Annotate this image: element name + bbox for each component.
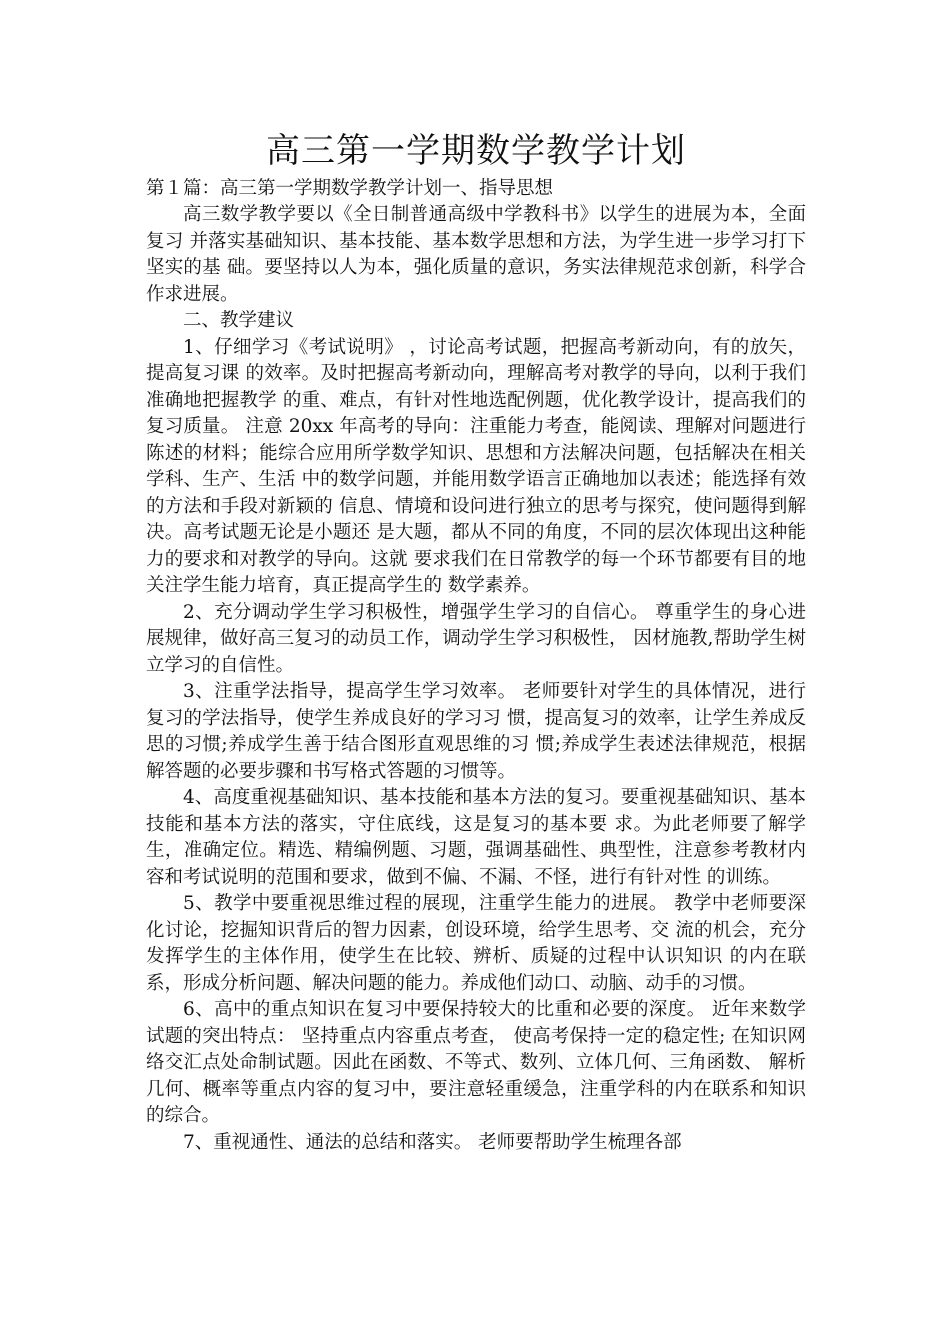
paragraph-guiding-thought: 高三数学教学要以《全日制普通高级中学教科书》以学生的进展为本，全面复习 并落实基础知识、基本技能、基本数学思想和方法，为学生进一步学习打下坚实的基 础。要坚持以人为本，强化质量的意识，务实法律规范求创新，科学合作求进展。 — [146, 204, 806, 305]
paragraph-item-3: 3、注重学法指导，提高学生学习效率。 老师要针对学生的具体情况，进行复习的学法指导，使学生养成良好的学习习 惯，提高复习的效率，让学生养成反思的习惯;养成学生善于结合图形直观思维的习 惯;养成学生表述法律规范，根据解答题的必要步骤和书写格式答题的习惯等。 — [146, 681, 806, 782]
paragraph-item-7: 7、重视通性、通法的总结和落实。 老师要帮助学生梳理各部 — [183, 1131, 682, 1153]
paragraph-item-6: 6、高中的重点知识在复习中要保持较大的比重和必要的深度。 近年来数学试题的突出特点： 坚持重点内容重点考查， 使高考保持一定的稳定性; 在知识网络交汇点处命制试题。因此在函数、不等式、数列、立体几何、三角函数、 解析几何、概率等重点内容的复习中，要注意轻重缓急，注重学科的内在联系和知识 的综合。 — [146, 999, 806, 1126]
paragraph-item-4: 4、高度重视基础知识、基本技能和基本方法的复习。要重视基础知识、基本技能和基本方法的落实，守住底线，这是复习的基本要 求。为此老师要了解学生，准确定位。精选、精编例题、习题，强调基础性、典型性，注意参考教材内容和考试说明的范围和要求，做到不偏、不漏、不怪，进行有针对性 的训练。 — [146, 787, 806, 888]
document-subtitle: 第１篇：高三第一学期数学教学计划一、指导思想 — [146, 178, 554, 199]
section-heading-teaching-suggestions: 二、教学建议 — [183, 310, 295, 331]
paragraph-item-5: 5、教学中要重视思维过程的展现，注重学生能力的进展。 教学中老师要深化讨论，挖掘知识背后的智力因素，创设环境，给学生思考、交 流的机会，充分发挥学生的主体作用，使学生在比较、辨析、质疑的过程中认识知识 的内在联系，形成分析问题、解决问题的能力。养成他们动口、动脑、动手的习惯。 — [146, 893, 806, 994]
paragraph-item-2: 2、充分调动学生学习积极性，增强学生学习的自信心。 尊重学生的身心进展规律，做好高三复习的动员工作，调动学生学习积极性， 因材施教,帮助学生树立学习的自信性。 — [146, 601, 806, 676]
document-title: 高三第一学期数学教学计划 — [266, 131, 686, 171]
document-page — [146, 128, 806, 1156]
paragraph-item-1: 1、仔细学习《考试说明》 ，讨论高考试题，把握高考新动向，有的放矢，提高复习课 的效率。及时把握高考新动向，理解高考对教学的导向，以利于我们准确地把握教学 的重、难点，有针对性地选配例题，优化教学设计，提高我们的复习质量。 注意 20xx 年高考的导向：注重能力考查，能阅读、理解对问题进行陈述的材料；能综合应用所学数学知识、思想和方法解决问题，包括解决在相关学科、生产、生活 中的数学问题，并能用数学语言正确地加以表述；能选择有效的方法和手段对新颖的 信息、情境和设问进行独立的思考与探究，使问题得到解决。高考试题无论是小题还 是大题，都从不同的角度，不同的层次体现出这种能力的要求和对教学的导向。这就 要求我们在日常教学的每一个环节都要有目的地关注学生能力培育，真正提高学生的 数学素养。 — [146, 336, 806, 596]
